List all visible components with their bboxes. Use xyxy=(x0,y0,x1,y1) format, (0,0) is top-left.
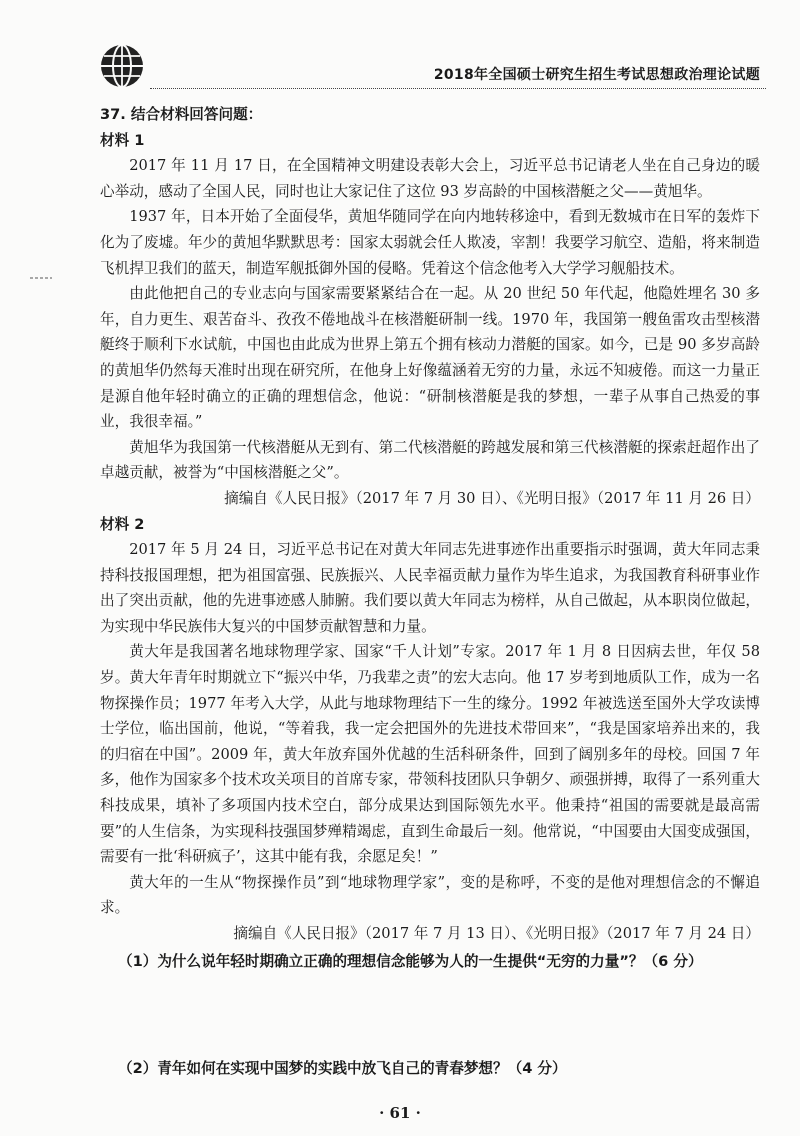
question-content xyxy=(100,102,760,1082)
page-number: · 61 · xyxy=(379,1104,421,1122)
sub-question-2: （2）青年如何在实现中国梦的实践中放飞自己的青春梦想？（4 分） xyxy=(118,1060,567,1078)
sub-question-1: （1）为什么说年轻时期确立正确的理想信念能够为人的一生提供“无穷的力量”？（6 分） xyxy=(118,952,703,970)
header-title: 2018年全国硕士研究生招生考试思想政治理论试题 xyxy=(433,67,760,83)
material-1-source: 摘编自《人民日报》（2017 年 7 月 30 日）、《光明日报》（2017 年 11 月 26 日） xyxy=(224,489,760,507)
material-2-paragraph: 2017 年 5 月 24 日，习近平总书记在对黄大年同志先进事迹作出重要指示时强调，黄大年同志秉持科技报国理想，把为祖国富强、民族振兴、人民幸福贡献力量作为毕生追求，为我国教育科研事业作出了突出贡献，他的先进事迹感人肺腑。我们要以黄大年同志为榜样，从自己做起，从本职岗位做起，为实现中华民族伟大复兴的中国梦贡献智慧和力量。 xyxy=(100,541,760,635)
header-divider xyxy=(150,88,766,89)
material-1-paragraph: 2017 年 11 月 17 日，在全国精神文明建设表彰大会上，习近平总书记请老人坐在自己身边的暖心举动，感动了全国人民，同时也让大家记住了这位 93 岁高龄的中国核潜艇之父——黄旭华。 xyxy=(100,157,760,200)
globe-icon xyxy=(98,42,146,90)
page-header xyxy=(0,0,800,100)
material-1-paragraph: 黄旭华为我国第一代核潜艇从无到有、第二代核潜艇的跨越发展和第三代核潜艇的探索赶超作出了卓越贡献，被誉为“中国核潜艇之父”。 xyxy=(100,438,760,482)
margin-mark xyxy=(30,276,52,280)
material-2-title: 材料 2 xyxy=(100,515,145,533)
material-2-paragraph: 黄大年是我国著名地球物理学家、国家“千人计划”专家。2017 年 1 月 8 日因病去世，年仅 58 岁。黄大年青年时期就立下“振兴中华，乃我辈之责”的宏大志向。他 17 岁考到地质队工作，成为一名物探操作员；1977 年考入大学，从此与地球物理结下一生的缘分。1992 年被选送至国外大学攻读博士学位，临出国前，他说，“等着我，我一定会把国外的先进技术带回来”，“我是国家培养出来的，我的归宿在中国”。2009 年，黄大年放弃国外优越的生活科研条件，回到了阔别多年的母校。回国 7 年多，他作为国家多个技术攻关项目的首席专家，带领科技团队只争朝夕、顽强拼搏，取得了一系列重大科技成果，填补了多项国内技术空白，部分成果达到国际领先水平。他秉持“祖国的需要就是最高需要”的人生信条，为实现科技强国梦殚精竭虑，直到生命最后一刻。他常说，“中国要由大国变成强国，需要有一批‘科研疯子’，这其中能有我，余愿足矣！” xyxy=(100,643,760,866)
material-1-title: 材料 1 xyxy=(100,131,145,149)
material-2-source: 摘编自《人民日报》（2017 年 7 月 13 日）、《光明日报》（2017 年 7 月 24 日） xyxy=(233,925,760,942)
material-2-paragraph: 黄大年的一生从“物探操作员”到“地球物理学家”，变的是称呼，不变的是他对理想信念的不懈追求。 xyxy=(100,873,760,917)
material-1-paragraph: 由此他把自己的专业志向与国家需要紧紧结合在一起。从 20 世纪 50 年代起，他隐姓埋名 30 多年，自力更生、艰苦奋斗、孜孜不倦地战斗在核潜艇研制一线。1970 年，我国第一艘鱼雷攻击型核潜艇终于顺利下水试航，中国也由此成为世界上第五个拥有核动力潜艇的国家。如今，已是 90 多岁高龄的黄旭华仍然每天准时出现在研究所，在他身上好像蕴涵着无穷的力量，永远不知疲倦。而这一力量正是源自他年轻时确立的正确的理想信念，他说：“研制核潜艇是我的梦想，一辈子从事自己热爱的事业，我很幸福。” xyxy=(100,285,760,431)
question-title: 37. 结合材料回答问题： xyxy=(100,106,263,123)
material-1-paragraph: 1937 年，日本开始了全面侵华，黄旭华随同学在向内地转移途中，看到无数城市在日军的轰炸下化为了废墟。年少的黄旭华默默思考：国家太弱就会任人欺凌，宰割！我要学习航空、造船，将来制造飞机捍卫我们的蓝天，制造军舰抵御外国的侵略。凭着这个信念他考入大学学习舰船技术。 xyxy=(100,208,760,277)
